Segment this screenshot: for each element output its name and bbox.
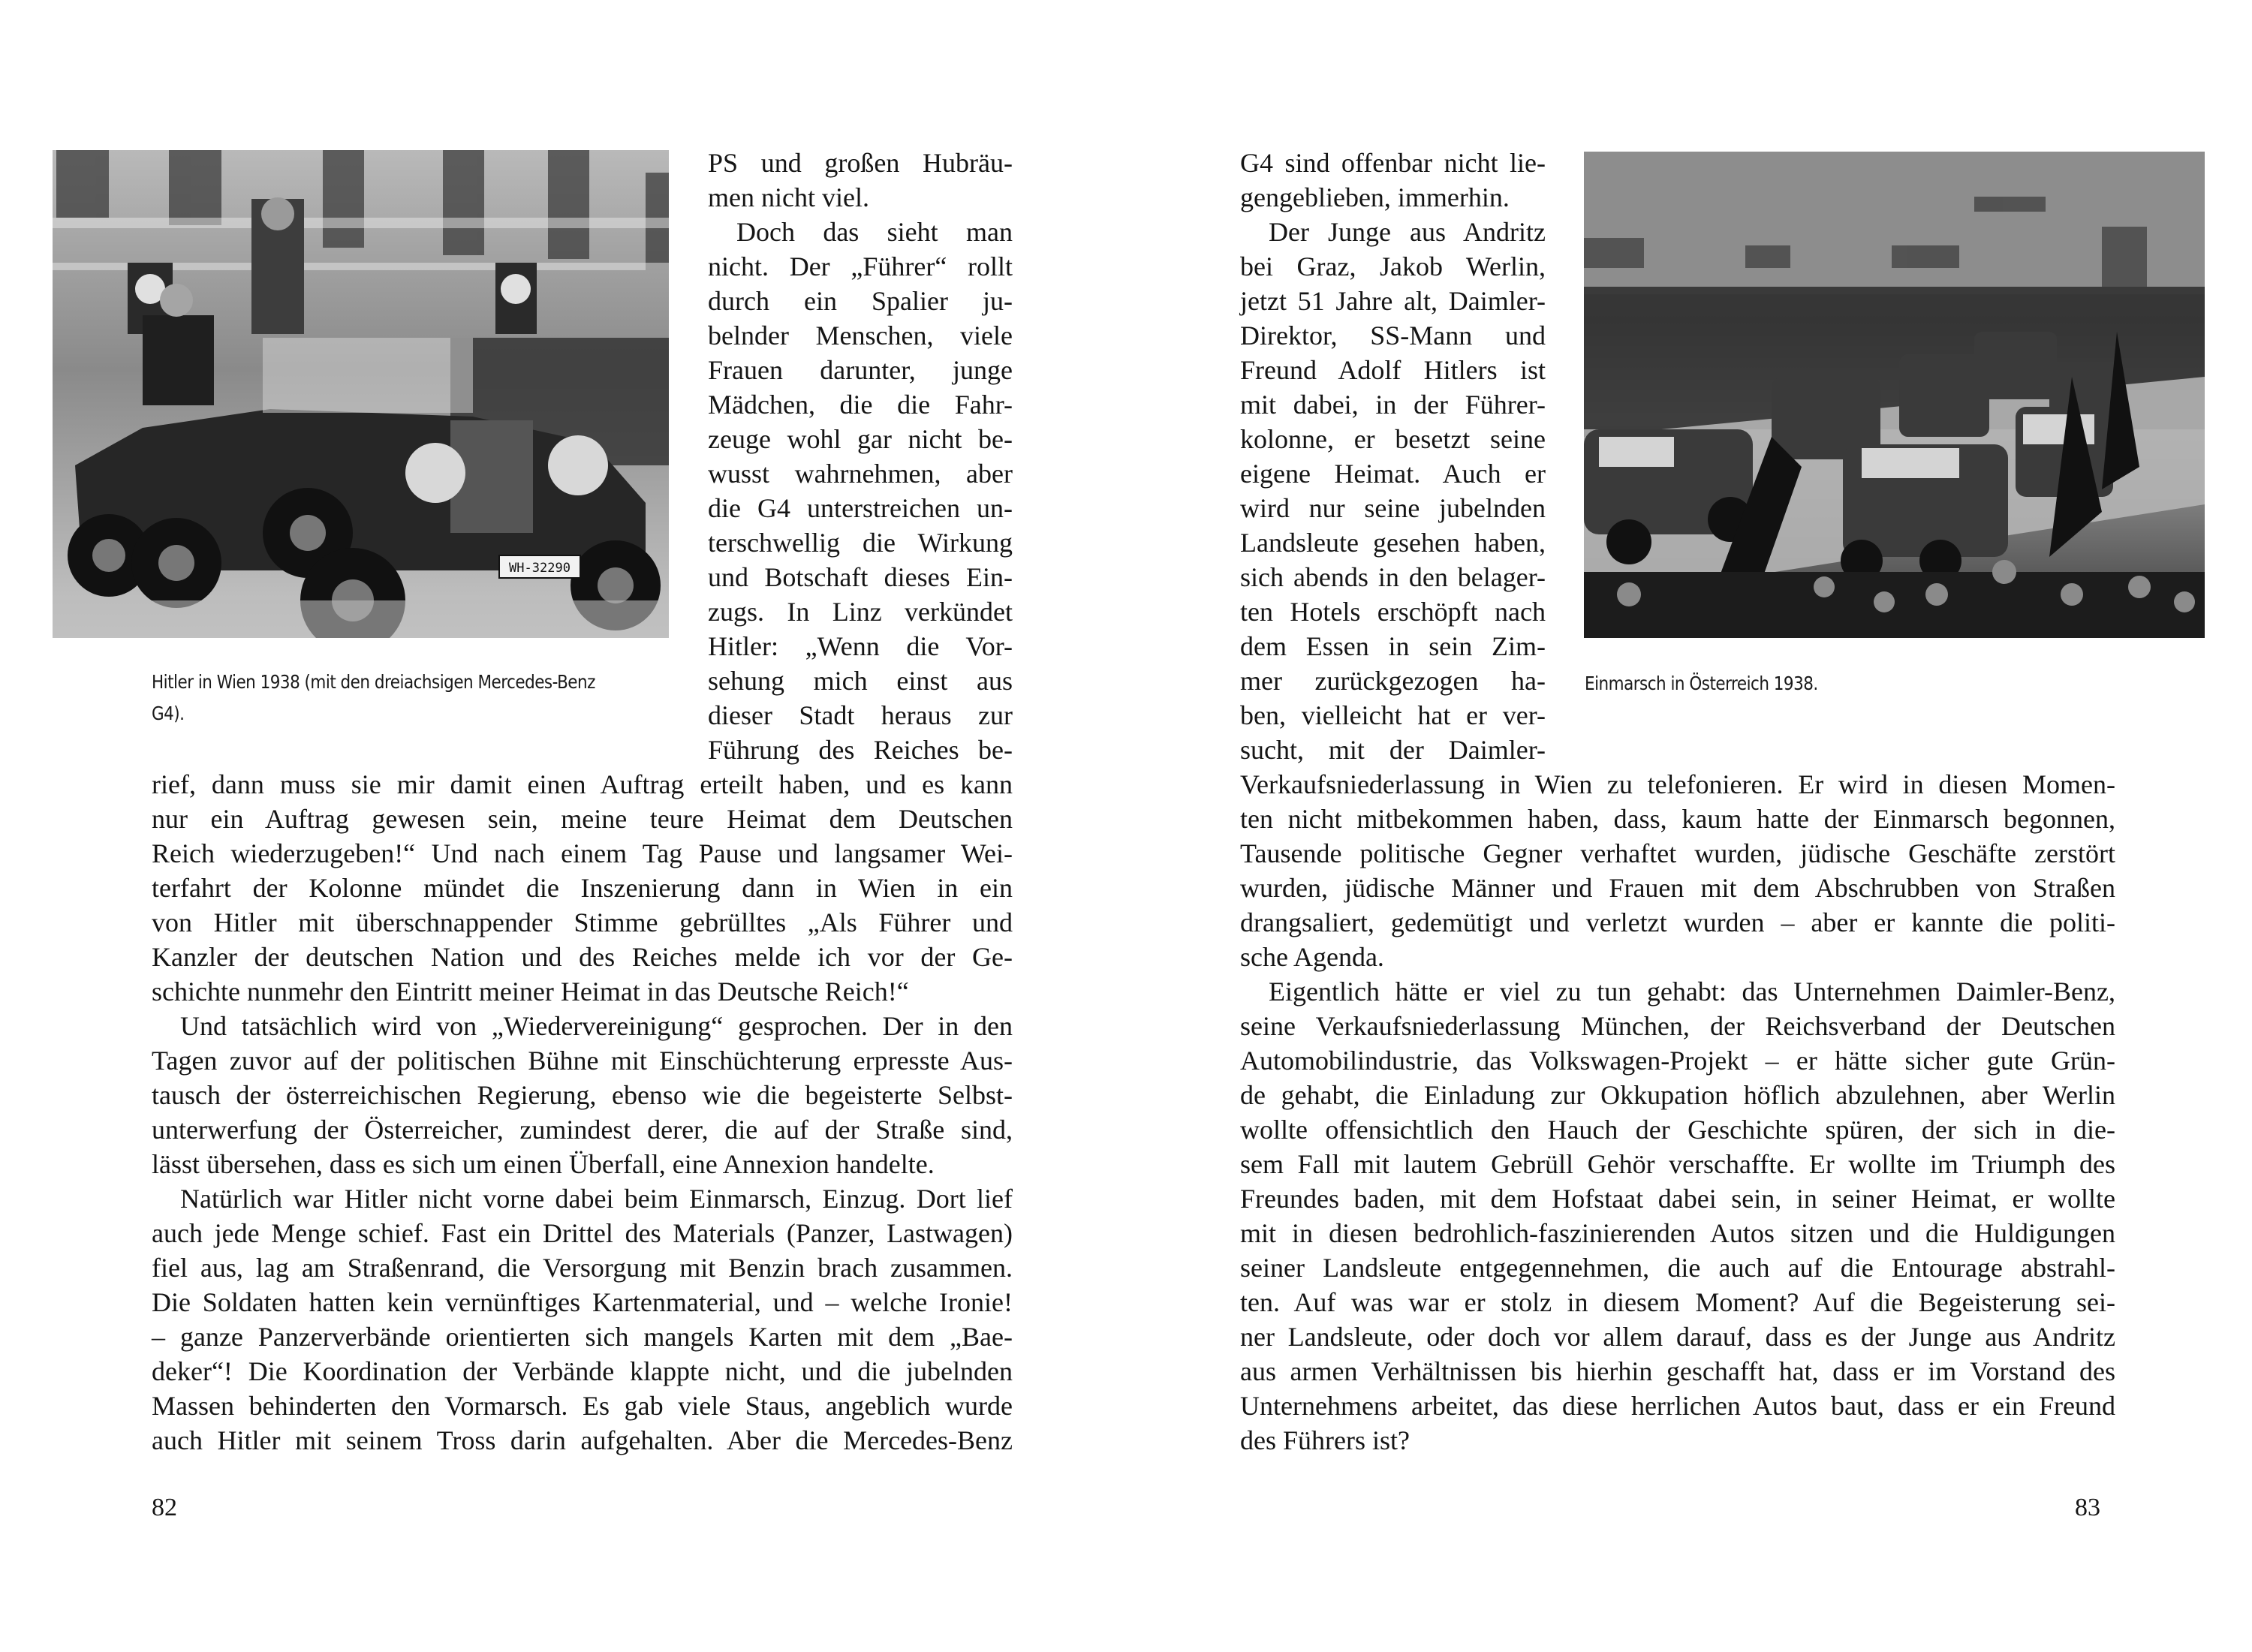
text-line: und Botschaft dieses Ein- — [708, 562, 1013, 592]
photo-caption-left — [152, 667, 595, 730]
text-line: fiel aus, lag am Straßenrand, die Versorgung mit Benzin brach zusammen. — [152, 1253, 1013, 1283]
text-line: eigene Heimat. Auch er — [1240, 459, 1546, 489]
text-line: Tagen zuvor auf der politischen Bühne mit Einschüchterung erpresste Aus- — [152, 1046, 1013, 1076]
text-line: Tausende politische Gegner verhaftet wurden, jüdische Geschäfte zerstört — [1240, 838, 2115, 868]
text-line: Frauen darunter, junge — [708, 355, 1013, 385]
text-line: dem Essen in sein Zim- — [1240, 631, 1546, 661]
text-line: zugs. In Linz verkündet — [708, 597, 1013, 627]
text-line: Reich wiederzugeben!“ Und nach einem Tag Pause und langsamer Wei- — [152, 838, 1013, 868]
text-line: ben, vielleicht hat er ver- — [1240, 700, 1546, 730]
text-line: sem Fall mit lautem Gebrüll Gehör verschaffte. Er wollte im Triumph des — [1240, 1149, 2115, 1179]
text-line: Freundes baden, mit dem Hofstaat dabei sein, in seiner Heimat, er wollte — [1240, 1184, 2115, 1214]
text-line: tausch der österreichischen Regierung, ebenso wie die begeisterte Selbst- — [152, 1080, 1013, 1110]
text-line: nur ein Auftrag gewesen sein, meine teure Heimat dem Deutschen — [152, 804, 1013, 834]
text-line: Verkaufsniederlassung in Wien zu telefonieren. Er wird in diesen Momen- — [1240, 769, 2115, 799]
text-line: die G4 unterstreichen un- — [708, 493, 1013, 523]
text-line: terfahrt der Kolonne mündet die Inszenierung dann in Wien in ein — [152, 873, 1013, 903]
text-line: deker“! Die Koordination der Verbände klappte nicht, und die jubelnden — [152, 1356, 1013, 1386]
caption-line: Hitler in Wien 1938 (mit den dreiachsigen Mercedes-Benz — [152, 671, 595, 693]
page-number-right: 83 — [2075, 1494, 2100, 1521]
text-line: Kanzler der deutschen Nation und des Reiches melde ich vor der Ge- — [152, 942, 1013, 972]
text-line: Automobilindustrie, das Volkswagen-Projekt – er hätte sicher gute Grün- — [1240, 1046, 2115, 1076]
photo-caption-right — [1585, 668, 1818, 700]
licence-plate: WH-32290 — [509, 561, 571, 576]
text-line: Mädchen, die die Fahr- — [708, 390, 1013, 420]
text-line: Der Junge aus Andritz — [1269, 217, 1546, 247]
text-line: wusst wahrnehmen, aber — [708, 459, 1013, 489]
text-line: Freund Adolf Hitlers ist — [1240, 355, 1546, 385]
caption-line: Einmarsch in Österreich 1938. — [1585, 673, 1818, 694]
text-line: G4 sind offenbar nicht lie- — [1240, 148, 1546, 178]
text-line: wird nur seine jubelnden — [1240, 493, 1546, 523]
text-line: durch ein Spalier ju- — [708, 286, 1013, 316]
text-line: bei Graz, Jakob Werlin, — [1240, 251, 1546, 281]
text-line: men nicht viel. — [708, 182, 869, 212]
text-line: Direktor, SS-Mann und — [1240, 320, 1546, 351]
caption-line: G4). — [152, 703, 185, 724]
text-line: ner Landsleute, oder doch vor allem darauf, dass es der Junge aus Andritz — [1240, 1322, 2115, 1352]
photo-image — [53, 150, 669, 638]
text-line: Hitler: „Wenn die Vor- — [708, 631, 1013, 661]
text-line: lässt übersehen, dass es sich um einen Überfall, eine Annexion handelte. — [152, 1149, 935, 1179]
text-line: de gehabt, die Einladung zur Okkupation höflich abzulehnen, aber Werlin — [1240, 1080, 2115, 1110]
text-line: gengeblieben, immerhin. — [1240, 182, 1510, 212]
text-line: aus armen Verhältnissen bis hierhin geschafft hat, dass er im Vorstand des — [1240, 1356, 2115, 1386]
text-line: zeuge wohl gar nicht be- — [708, 424, 1013, 454]
text-line: Führung des Reiches be- — [708, 735, 1013, 765]
text-line: von Hitler mit überschnappender Stimme gebrülltes „Als Führer und — [152, 907, 1013, 937]
text-line: schichte nunmehr den Eintritt meiner Heimat in das Deutsche Reich!“ — [152, 976, 909, 1007]
text-line: terschwellig die Wirkung — [708, 528, 1013, 558]
text-line: Natürlich war Hitler nicht vorne dabei beim Einmarsch, Einzug. Dort lief — [180, 1184, 1013, 1214]
text-line: nicht. Der „Führer“ rollt — [708, 251, 1013, 281]
text-line: dieser Stadt heraus zur — [708, 700, 1013, 730]
text-line: mit dabei, in der Führer- — [1240, 390, 1546, 420]
text-line: sche Agenda. — [1240, 942, 1384, 972]
text-line: – ganze Panzerverbände orientierten sich mangels Karten mit dem „Bae- — [152, 1322, 1013, 1352]
page-number-left: 82 — [152, 1494, 177, 1521]
text-line: Doch das sieht man — [736, 217, 1013, 247]
text-line: ten. Auf was war er stolz in diesem Moment? Auf die Begeisterung sei- — [1240, 1287, 2115, 1317]
text-line: wurden, jüdische Männer und Frauen mit dem Abschrubben von Straßen — [1240, 873, 2115, 903]
text-line: kolonne, er besetzt seine — [1240, 424, 1546, 454]
text-line: ten Hotels erschöpft nach — [1240, 597, 1546, 627]
text-line: sich abends in den belager- — [1240, 562, 1546, 592]
text-line: Landsleute gesehen haben, — [1240, 528, 1546, 558]
text-line: seiner Landsleute entgegennehmen, die auch auf die Entourage abstrahl- — [1240, 1253, 2115, 1283]
text-line: ten nicht mitbekommen haben, dass, kaum hatte der Einmarsch begonnen, — [1240, 804, 2115, 834]
text-line: drangsaliert, gedemütigt und verletzt wurden – aber er kannte die politi- — [1240, 907, 2115, 937]
photo-einmarsch-motorcade — [1584, 152, 2205, 638]
text-line: wollte offensichtlich den Hauch der Geschichte spüren, der sich in die- — [1240, 1115, 2115, 1145]
text-line: rief, dann muss sie mir damit einen Auftrag erteilt haben, und es kann — [152, 769, 1013, 799]
photo-image — [1584, 152, 2205, 638]
text-line: auch jede Menge schief. Fast ein Drittel des Materials (Panzer, Lastwagen) — [152, 1218, 1013, 1248]
text-line: mer zurückgezogen ha- — [1240, 666, 1546, 696]
text-line: auch Hitler mit seinem Tross darin aufgehalten. Aber die Mercedes-Benz — [152, 1425, 1013, 1455]
text-line: jetzt 51 Jahre alt, Daimler- — [1240, 286, 1546, 316]
text-line: Massen behinderten den Vormarsch. Es gab viele Staus, angeblich wurde — [152, 1391, 1013, 1421]
text-line: Und tatsächlich wird von „Wiedervereinigung“ gesprochen. Der in den — [180, 1011, 1013, 1041]
text-line: Unternehmens arbeitet, das diese herrlichen Autos baut, dass er ein Freund — [1240, 1391, 2115, 1421]
text-line: des Führers ist? — [1240, 1425, 1410, 1455]
text-line: mit in diesen bedrohlich-faszinierenden Autos sitzen und die Huldigungen — [1240, 1218, 2115, 1248]
photo-hitler-in-mercedes-g4 — [53, 150, 669, 638]
text-line: belnder Menschen, viele — [708, 320, 1013, 351]
text-line: sehung mich einst aus — [708, 666, 1013, 696]
right-page — [1126, 0, 2252, 1652]
text-line: Die Soldaten hatten kein vernünftiges Kartenmaterial, und – welche Ironie! — [152, 1287, 1013, 1317]
text-line: Eigentlich hätte er viel zu tun gehabt: das Unternehmen Daimler-Benz, — [1269, 976, 2115, 1007]
text-line: PS und großen Hubräu- — [708, 148, 1013, 178]
text-line: seine Verkaufsniederlassung München, der Reichsverband der Deutschen — [1240, 1011, 2115, 1041]
text-line: unterwerfung der Österreicher, zumindest derer, die auf der Straße sind, — [152, 1115, 1013, 1145]
text-line: sucht, mit der Daimler- — [1240, 735, 1546, 765]
